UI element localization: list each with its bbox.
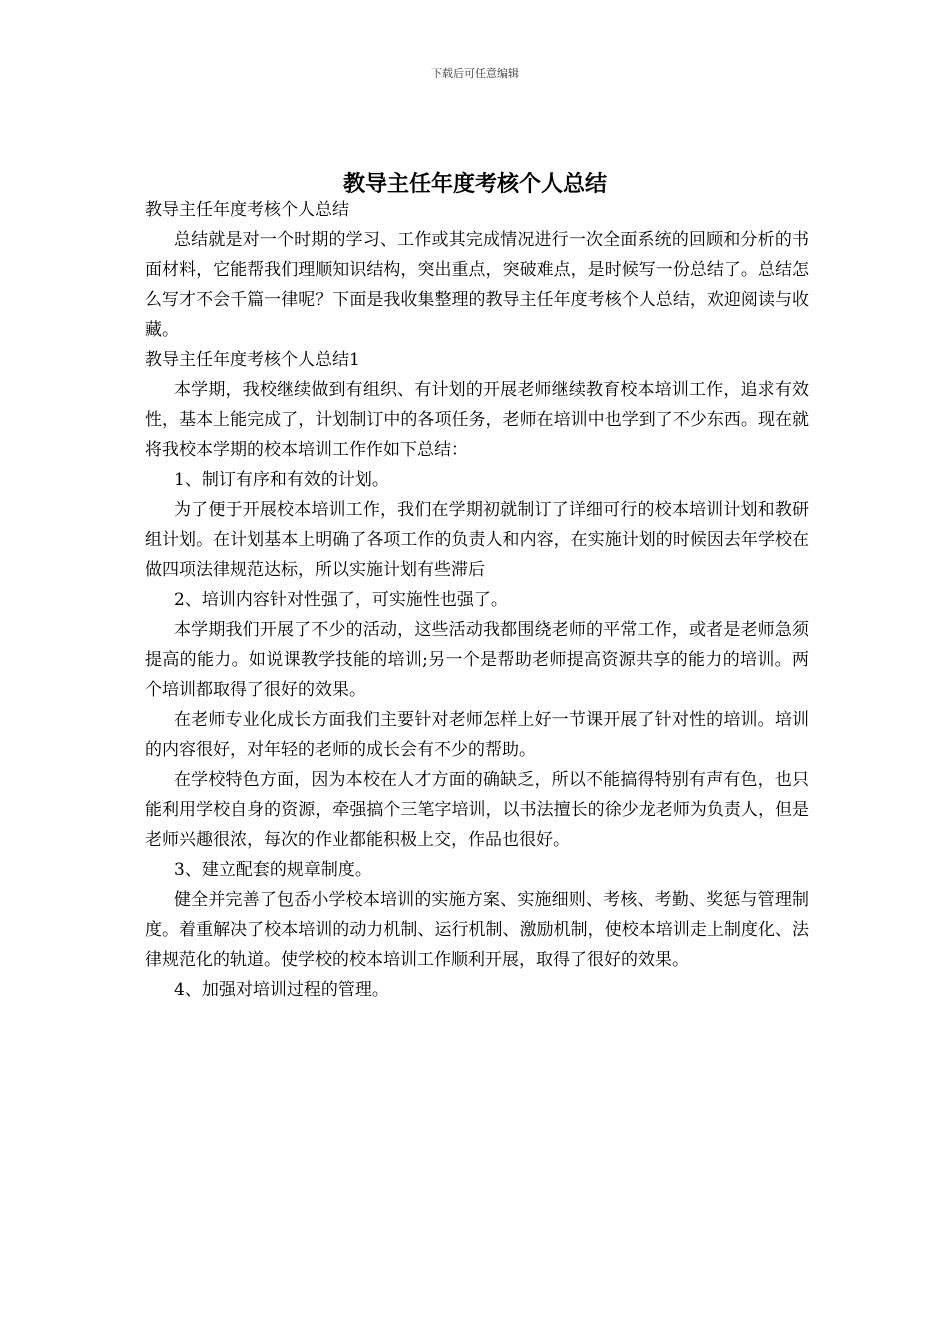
point-heading: 4、加强对培训过程的管理。	[174, 980, 389, 1000]
subtitle-line: 教导主任年度考核个人总结	[145, 200, 349, 220]
body-paragraph: 本学期，我校继续做到有组织、有计划的开展老师继续教育校本培训工作，追求有效性，基本上能完成了，计划制订中的各项任务，老师在培训中也学到了不少东西。现在就将我校本学期的校本培训工作作如下总结：	[145, 380, 809, 460]
document-title: 教导主任年度考核个人总结	[342, 170, 607, 197]
body-paragraph: 为了便于开展校本培训工作，我们在学期初就制订了详细可行的校本培训计划和教研组计划。在计划基本上明确了各项工作的负责人和内容，在实施计划的时候因去年学校在做四项法律规范达标，所以实施计划有些滞后	[145, 500, 809, 580]
point-heading: 1、制订有序和有效的计划。	[174, 470, 389, 490]
document-body	[145, 195, 809, 1005]
section-heading: 教导主任年度考核个人总结1	[145, 350, 360, 370]
body-paragraph: 健全并完善了包岙小学校本培训的实施方案、实施细则、考核、考勤、奖惩与管理制度。着重解决了校本培训的动力机制、运行机制、激励机制，使校本培训走上制度化、法律规范化的轨道。使学校的校本培训工作顺利开展，取得了很好的效果。	[145, 890, 809, 970]
body-paragraph: 在学校特色方面，因为本校在人才方面的确缺乏，所以不能搞得特别有声有色，也只能利用学校自身的资源，牵强搞个三笔字培训，以书法擅长的徐少龙老师为负责人，但是老师兴趣很浓，每次的作业都能积极上交，作品也很好。	[145, 770, 809, 850]
point-heading: 2、培训内容针对性强了，可实施性也强了。	[174, 590, 508, 610]
body-paragraph: 在老师专业化成长方面我们主要针对老师怎样上好一节课开展了针对性的培训。培训的内容很好，对年轻的老师的成长会有不少的帮助。	[145, 710, 809, 760]
intro-paragraph: 总结就是对一个时期的学习、工作或其完成情况进行一次全面系统的回顾和分析的书面材料，它能帮我们理顺知识结构，突出重点，突破难点，是时候写一份总结了。总结怎么写才不会千篇一律呢？下面是我收集整理的教导主任年度考核个人总结，欢迎阅读与收藏。	[145, 230, 809, 340]
point-heading: 3、建立配套的规章制度。	[174, 860, 372, 880]
body-paragraph: 本学期我们开展了不少的活动，这些活动我都围绕老师的平常工作，或者是老师急须提高的能力。如说课教学技能的培训;另一个是帮助老师提高资源共享的能力的培训。两个培训都取得了很好的效果。	[145, 620, 809, 700]
page-header-note: 下载后可任意编辑	[431, 67, 519, 80]
